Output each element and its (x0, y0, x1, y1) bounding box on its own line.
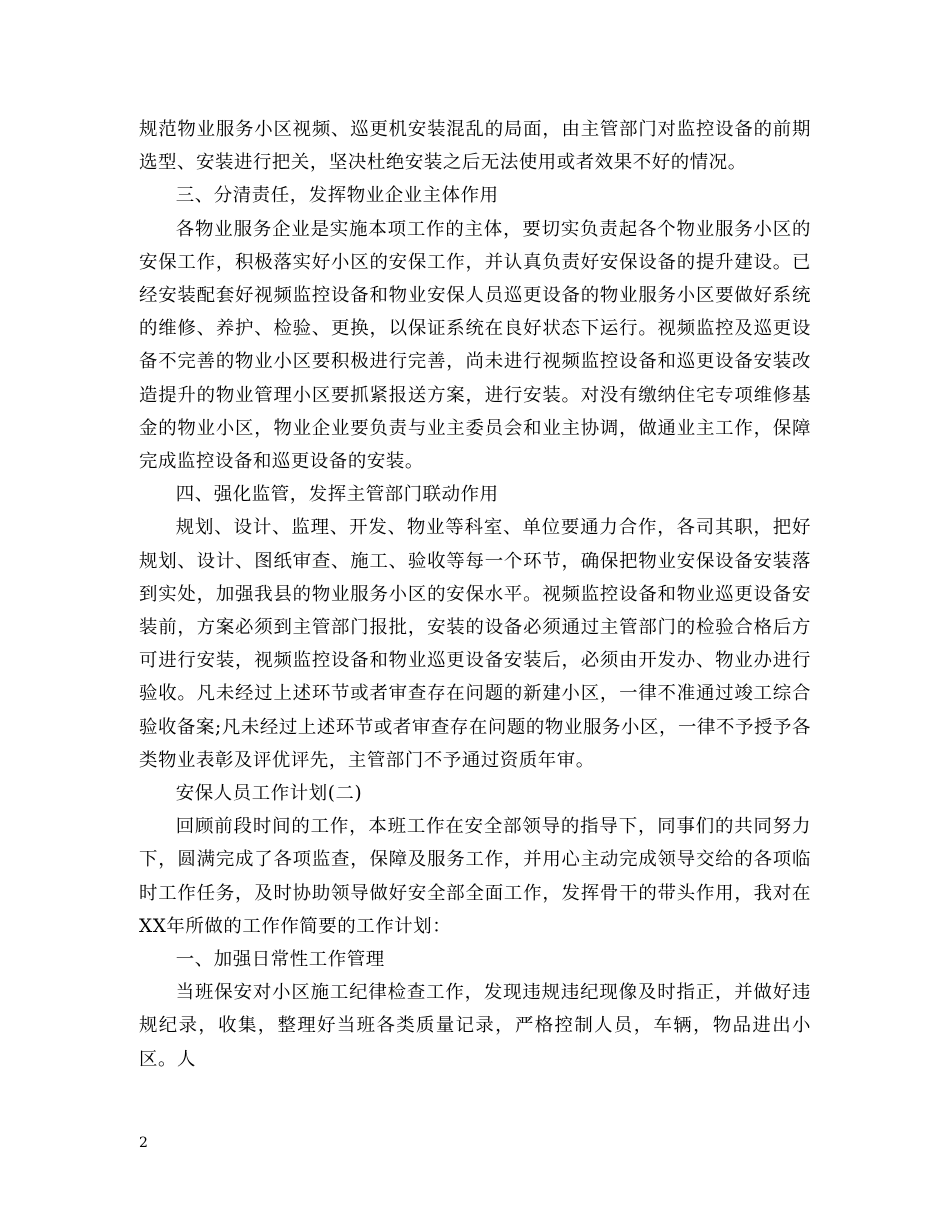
paragraph-intro-2: 回顾前段时间的工作，本班工作在安全部领导的指导下，同事们的共同努力下，圆满完成了各项监查，保障及服务工作，并用心主动完成领导交给的各项临时工作任务，及时协助领导做好安全部全面工作，发挥骨干的带头作用，我对在XX年所做的工作作简要的工作计划： (139, 816, 811, 937)
document-title-2: 安保人员工作计划(二) (175, 783, 363, 805)
section-heading-4: 四、强化监管，发挥主管部门联动作用 (175, 484, 499, 506)
paragraph-section-1: 当班保安对小区施工纪律检查工作，发现违规违纪现像及时指正，并做好违规纪录，收集，整理好当班各类质量记录，严格控制人员，车辆，物品进出小区。人 (139, 982, 811, 1070)
paragraph-continued: 规范物业服务小区视频、巡更机安装混乱的局面，由主管部门对监控设备的前期选型、安装进行把关，坚决杜绝安装之后无法使用或者效果不好的情况。 (139, 119, 811, 174)
document-body (139, 113, 811, 1076)
paragraph-section-3: 各物业服务企业是实施本项工作的主体，要切实负责起各个物业服务小区的安保工作，积极落实好小区的安保工作，并认真负责好安保设备的提升建设。已经安装配套好视频监控设备和物业安保人员巡更设备的物业服务小区要做好系统的维修、养护、检验、更换，以保证系统在良好状态下运行。视频监控及巡更设备不完善的物业小区要积极进行完善，尚未进行视频监控设备和巡更设备安装改造提升的物业管理小区要抓紧报送方案，进行安装。对没有缴纳住宅专项维修基金的物业小区，物业企业要负责与业主委员会和业主协调，做通业主工作，保障完成监控设备和巡更设备的安装。 (139, 218, 811, 473)
section-heading-1: 一、加强日常性工作管理 (175, 949, 385, 971)
paragraph-section-4: 规划、设计、监理、开发、物业等科室、单位要通力合作，各司其职，把好规划、设计、图纸审查、施工、验收等每一个环节，确保把物业安保设备安装落到实处，加强我县的物业服务小区的安保水平。视频监控设备和物业巡更设备安装前，方案必须到主管部门报批，安装的设备必须通过主管部门的检验合格后方可进行安装，视频监控设备和物业巡更设备安装后，必须由开发办、物业办进行验收。凡未经过上述环节或者审查存在问题的新建小区，一律不准通过竣工综合验收备案;凡未经过上述环节或者审查存在问题的物业服务小区，一律不予授予各类物业表彰及评优评先，主管部门不予通过资质年审。 (139, 517, 811, 771)
section-heading-3: 三、分清责任，发挥物业企业主体作用 (175, 185, 499, 207)
page-number: 2 (139, 1135, 148, 1151)
